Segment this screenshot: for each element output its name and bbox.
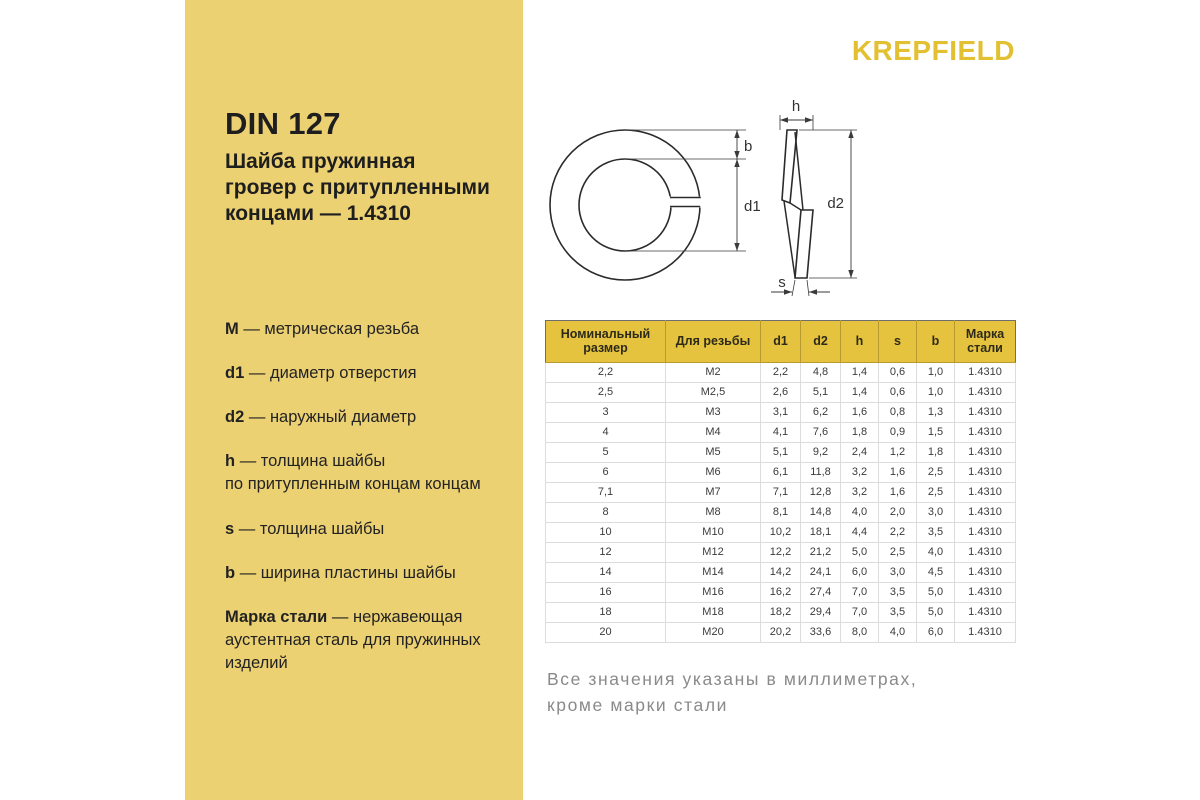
panel-content — [225, 106, 519, 696]
column-header: Номинальный размер — [546, 321, 666, 363]
product-subtitle-line: гровер с притупленными — [225, 176, 490, 200]
table-row — [546, 542, 1016, 562]
legend-description: — наружный диаметр — [248, 408, 417, 427]
table-row — [546, 482, 1016, 502]
table-cell: 33,6 — [801, 622, 841, 642]
table-cell: 1.4310 — [955, 502, 1016, 522]
legend-item — [225, 318, 519, 341]
table-row — [546, 622, 1016, 642]
table-cell: 4,5 — [917, 562, 955, 582]
table-cell: 4 — [546, 422, 666, 442]
table-cell: 3,0 — [917, 502, 955, 522]
legend-line — [225, 318, 519, 341]
left-panel — [185, 0, 523, 800]
table-row — [546, 502, 1016, 522]
table-cell: M2,5 — [666, 382, 761, 402]
legend-term: s — [225, 519, 235, 538]
table-cell: 2,6 — [761, 382, 801, 402]
legend-item — [225, 562, 519, 585]
legend-description: — метрическая резьба — [243, 320, 420, 339]
table-cell: 3,2 — [841, 482, 879, 502]
table-cell: 7,0 — [841, 602, 879, 622]
legend-description-line: аустентная сталь для пружинных — [225, 630, 481, 649]
table-cell: 1.4310 — [955, 562, 1016, 582]
washer-side-view — [771, 98, 857, 296]
table-cell: 3,5 — [917, 522, 955, 542]
table-cell: 10,2 — [761, 522, 801, 542]
column-header: d1 — [761, 321, 801, 363]
units-note-line: кроме марки стали — [547, 695, 729, 716]
column-header: Для резьбы — [666, 321, 761, 363]
table-cell: 4,0 — [917, 542, 955, 562]
table-cell: M8 — [666, 502, 761, 522]
legend-term: Марка стали — [225, 607, 328, 626]
table-cell: 2,4 — [841, 442, 879, 462]
table-cell: M16 — [666, 582, 761, 602]
table-cell: 2,2 — [879, 522, 917, 542]
table-row — [546, 582, 1016, 602]
table-cell: 4,1 — [761, 422, 801, 442]
table-row — [546, 562, 1016, 582]
table-cell: 9,2 — [801, 442, 841, 462]
legend-item — [225, 606, 519, 675]
table-cell: 1.4310 — [955, 582, 1016, 602]
table-cell: 1,3 — [917, 402, 955, 422]
table-cell: 3,2 — [841, 462, 879, 482]
table-row — [546, 402, 1016, 422]
table-cell: 6 — [546, 462, 666, 482]
table-cell: 7,1 — [546, 482, 666, 502]
dim-label-d1: d1 — [744, 198, 761, 215]
table-cell: 5 — [546, 442, 666, 462]
table-cell: M14 — [666, 562, 761, 582]
column-header: d2 — [801, 321, 841, 363]
table-cell: 6,2 — [801, 402, 841, 422]
units-note-line: Все значения указаны в миллиметрах, — [547, 669, 918, 689]
column-header: h — [841, 321, 879, 363]
table-cell: 6,0 — [917, 622, 955, 642]
table-cell: 1,8 — [917, 442, 955, 462]
dim-label-s: s — [778, 274, 786, 291]
column-header: Марка стали — [955, 321, 1016, 363]
table-cell: 21,2 — [801, 542, 841, 562]
legend-item — [225, 362, 519, 385]
table-row — [546, 602, 1016, 622]
table-cell: 0,9 — [879, 422, 917, 442]
legend-term: M — [225, 320, 239, 339]
legend-line — [225, 450, 519, 473]
dim-label-h: h — [791, 98, 801, 115]
legend-line — [225, 606, 519, 629]
table-cell: 1.4310 — [955, 382, 1016, 402]
table-cell: 20,2 — [761, 622, 801, 642]
table-cell: 1,6 — [841, 402, 879, 422]
table-cell: 12,2 — [761, 542, 801, 562]
spec-table-container — [545, 320, 1015, 643]
table-cell: 14,2 — [761, 562, 801, 582]
legend-term: b — [225, 563, 236, 582]
legend-item — [225, 450, 519, 496]
table-row — [546, 462, 1016, 482]
table-cell: 0,8 — [879, 402, 917, 422]
table-cell: 4,4 — [841, 522, 879, 542]
product-subtitle-line: концами — 1.4310 — [225, 202, 411, 226]
table-cell: 27,4 — [801, 582, 841, 602]
dimension-legend — [225, 318, 519, 675]
table-row — [546, 362, 1016, 382]
table-cell: 18 — [546, 602, 666, 622]
table-cell: M3 — [666, 402, 761, 422]
column-header: s — [879, 321, 917, 363]
legend-description: — диаметр отверстия — [248, 364, 417, 383]
table-cell: 1.4310 — [955, 602, 1016, 622]
table-cell: 1,0 — [917, 382, 955, 402]
table-cell: 8,0 — [841, 622, 879, 642]
table-cell: 2,5 — [917, 462, 955, 482]
table-cell: 1,0 — [917, 362, 955, 382]
legend-description-line: по притупленным концам концам — [225, 475, 481, 494]
table-cell: 1.4310 — [955, 482, 1016, 502]
table-cell: 2,2 — [546, 362, 666, 382]
legend-term: h — [225, 452, 236, 471]
table-header-row — [546, 321, 1016, 363]
legend-description: — толщина шайбы — [238, 519, 385, 538]
standard-title: DIN 127 — [225, 106, 341, 141]
table-cell: 5,1 — [801, 382, 841, 402]
table-cell: 6,1 — [761, 462, 801, 482]
legend-line — [225, 562, 519, 585]
table-row — [546, 382, 1016, 402]
table-body — [546, 362, 1016, 642]
table-cell: 1.4310 — [955, 462, 1016, 482]
table-cell: 3 — [546, 402, 666, 422]
table-cell: 7,0 — [841, 582, 879, 602]
table-cell: 3,0 — [879, 562, 917, 582]
table-cell: 1,6 — [879, 462, 917, 482]
legend-term: d2 — [225, 408, 245, 427]
table-cell: 4,0 — [879, 622, 917, 642]
table-cell: 1.4310 — [955, 402, 1016, 422]
table-cell: 2,5 — [917, 482, 955, 502]
table-cell: 7,6 — [801, 422, 841, 442]
table-cell: 1.4310 — [955, 422, 1016, 442]
table-cell: 14 — [546, 562, 666, 582]
table-cell: 12,8 — [801, 482, 841, 502]
washer-front-view — [550, 130, 761, 280]
table-cell: 1.4310 — [955, 362, 1016, 382]
table-cell: 1,8 — [841, 422, 879, 442]
table-cell: M7 — [666, 482, 761, 502]
table-cell: 5,1 — [761, 442, 801, 462]
table-cell: M20 — [666, 622, 761, 642]
product-subtitle — [225, 149, 519, 227]
table-cell: 3,5 — [879, 602, 917, 622]
legend-description-line: изделий — [225, 653, 288, 672]
table-cell: 7,1 — [761, 482, 801, 502]
dim-label-d2: d2 — [827, 195, 844, 212]
table-cell: 0,6 — [879, 382, 917, 402]
brand-logo: KREPFIELD — [851, 35, 1015, 66]
table-cell: 20 — [546, 622, 666, 642]
table-cell: 1,2 — [879, 442, 917, 462]
table-cell: 11,8 — [801, 462, 841, 482]
table-cell: 1,4 — [841, 362, 879, 382]
column-header: b — [917, 321, 955, 363]
table-cell: 18,2 — [761, 602, 801, 622]
legend-line — [225, 406, 519, 429]
legend-term: d1 — [225, 364, 245, 383]
table-cell: 16 — [546, 582, 666, 602]
table-row — [546, 422, 1016, 442]
table-cell: 4,8 — [801, 362, 841, 382]
table-cell: 5,0 — [917, 582, 955, 602]
table-cell: 8,1 — [761, 502, 801, 522]
table-cell: 2,0 — [879, 502, 917, 522]
table-cell: 1,6 — [879, 482, 917, 502]
table-row — [546, 442, 1016, 462]
table-cell: 1.4310 — [955, 622, 1016, 642]
table-cell: 10 — [546, 522, 666, 542]
table-cell: M10 — [666, 522, 761, 542]
table-cell: 3,5 — [879, 582, 917, 602]
table-cell: 29,4 — [801, 602, 841, 622]
table-cell: 5,0 — [917, 602, 955, 622]
table-cell: M2 — [666, 362, 761, 382]
table-cell: 4,0 — [841, 502, 879, 522]
table-cell: 8 — [546, 502, 666, 522]
legend-item — [225, 518, 519, 541]
technical-drawing — [540, 95, 880, 320]
table-cell: 1.4310 — [955, 442, 1016, 462]
legend-item — [225, 406, 519, 429]
table-cell: 2,2 — [761, 362, 801, 382]
units-note — [547, 666, 987, 719]
legend-description: — нержавеющая — [331, 607, 463, 626]
table-cell: 3,1 — [761, 402, 801, 422]
table-cell: 14,8 — [801, 502, 841, 522]
product-subtitle-line: Шайба пружинная — [225, 150, 416, 173]
table-header — [546, 321, 1016, 363]
legend-description: — ширина пластины шайбы — [239, 563, 456, 582]
table-cell: 1,4 — [841, 382, 879, 402]
table-cell: 0,6 — [879, 362, 917, 382]
legend-description: — толщина шайбы — [239, 452, 386, 471]
table-cell: M6 — [666, 462, 761, 482]
legend-line — [225, 518, 519, 541]
legend-line — [225, 362, 519, 385]
table-cell: 6,0 — [841, 562, 879, 582]
table-cell: 12 — [546, 542, 666, 562]
table-cell: 1.4310 — [955, 542, 1016, 562]
table-cell: 18,1 — [801, 522, 841, 542]
spec-table — [545, 320, 1016, 643]
table-cell: M12 — [666, 542, 761, 562]
table-cell: 1,5 — [917, 422, 955, 442]
table-cell: 16,2 — [761, 582, 801, 602]
table-cell: 1.4310 — [955, 522, 1016, 542]
table-cell: 2,5 — [546, 382, 666, 402]
dim-label-b: b — [744, 138, 753, 155]
table-cell: 24,1 — [801, 562, 841, 582]
table-cell: 2,5 — [879, 542, 917, 562]
table-cell: 5,0 — [841, 542, 879, 562]
table-cell: M4 — [666, 422, 761, 442]
table-cell: M18 — [666, 602, 761, 622]
table-cell: M5 — [666, 442, 761, 462]
table-row — [546, 522, 1016, 542]
